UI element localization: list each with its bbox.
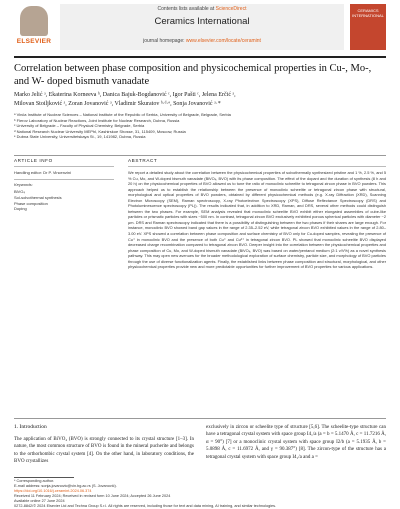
copyright: 0272-8842/© 2024 Elsevier Ltd and Techna Group S.r.l. All rights are reserved, including those for text and data mining, AI training, and similar technologies. [14, 504, 277, 508]
header-rule [14, 56, 386, 58]
abstract-heading: ABSTRACT [128, 158, 158, 163]
affiliations [14, 112, 386, 140]
affiliation: ᵇ Flerov Laboratory of Nuclear Reactions, Joint Institute for Nuclear Research, Dubna, Russia [14, 117, 180, 123]
divider [14, 155, 386, 156]
homepage-line: journal homepage: www.elsevier.com/locate/ceramint [143, 38, 261, 44]
introduction-left-column: The application of BiVO₄ (BVO) is strongly connected to its crystal structure [1–3]. In nature, the most common structure of BVO is found in the mineral pucherite and belongs to the orthorhombic crystal system [4]. On the other hand, in laboratory conditions, the BVO crystallizes [14, 437, 194, 465]
authors-line-2[interactable]: Milovan Stoiljković ᵃ, Zoran Jovanović ᵃ, Vladimir Skuratov ᵇ·ᵈ·ᵉ, Sonja Jovanović ᵃ·* [14, 101, 221, 107]
handling-editor: Handling editor: Dr P. Vincenzini [14, 170, 71, 175]
elsevier-logo[interactable] [14, 4, 54, 50]
journal-cover-thumbnail[interactable] [350, 4, 386, 50]
affiliation: ᵉ Dubna State University, Universitetskaya St., 19, 141982, Dubna, Russia [14, 134, 146, 140]
homepage-link[interactable]: www.elsevier.com/locate/ceramint [185, 38, 261, 44]
sciencedirect-link[interactable]: ScienceDirect [215, 6, 247, 12]
article-info-heading: ARTICLE INFO [14, 158, 53, 163]
divider [128, 166, 386, 167]
introduction-heading: 1. Introduction [14, 424, 47, 430]
keyword: Sol-solvothermal synthesis [14, 194, 62, 200]
keyword: Doping [14, 206, 27, 212]
author-list [14, 91, 386, 109]
doi-link[interactable]: https://doi.org/10.1016/j.ceramint.2024.06.374 [14, 489, 92, 493]
journal-title[interactable]: Ceramics International [154, 16, 250, 27]
affiliation: ᵃ Vinča Institute of Nuclear Sciences – National Institute of the Republic of Serbia, University of Belgrade, Belgrade, Serbia [14, 112, 231, 117]
affiliation: ᵈ National Research Nuclear University MEPhI, Kashirskoe Shosse, 31, 115409, Moscow, Russia [14, 128, 186, 134]
keyword: Phase composition [14, 200, 48, 206]
available-online: Available online 27 June 2024 [14, 499, 65, 503]
footnotes [14, 479, 386, 509]
keywords-heading: Keywords: [14, 182, 33, 187]
introduction-right-column: exclusively in zircon or scheelite type of structure [5,6]. The scheelite-type structure can have a tetragonal crystal system with space group I4₁/a (a = b = 5.1470 Å, c = 11.7216 Å, α = 90°) [7] or a monoclinic crystal system with space group I2/b (a = 5.1935 Å, b = 5.0898 Å, c = 11.6972 Å, and γ = 90.387°) [8]. The zircon-type of the structure has a tetragonal crystal system with space group I4₁/a and a = [206, 425, 386, 460]
footnote-rule [14, 477, 74, 478]
journal-header [14, 4, 386, 54]
cover-text: CERAMICS INTERNATIONAL [352, 8, 384, 18]
authors-line-1[interactable]: Marko Jelić ᵃ, Ekaterina Korneeva ᵇ, Danica Bajuk-Bogdanović ᶜ, Igor Pašti ᶜ, Jelena Erčić ᵃ, [14, 92, 236, 98]
publisher-logo-text: ELSEVIER [16, 38, 52, 45]
received-dates: Received 11 February 2024; Received in revised form 10 June 2024; Accepted 26 June 2024 [14, 494, 171, 498]
divider [14, 418, 386, 419]
divider [14, 179, 114, 180]
affiliation: ᶜ University of Belgrade – Faculty of Physical Chemistry, Belgrade, Serbia [14, 123, 145, 129]
divider [14, 166, 114, 167]
tree-icon [20, 6, 48, 36]
article-title: Correlation between phase composition and physicochemical properties in Cu-, Mo-, and W- doped bismuth vanadate [14, 63, 372, 87]
corresponding-author-note: * Corresponding author. [14, 479, 55, 483]
keyword-list [14, 189, 114, 212]
journal-banner [60, 4, 344, 50]
email-address[interactable]: E-mail address: sonja.jovanovic@vin.bg.ac.rs (S. Jovanović). [14, 484, 117, 488]
abstract-text: We report a detailed study about the correlation between the physicochemical properties of solvothermally synthesized pristine and 1 %, 2.5 %, and 5 % Cu, Mo, and W-doped bismuth vanadate (BiVO₄, BVO) with its phase composition. The effect of the dopant and the duration of synthesis (8 h and 20 h) on the physicochemical properties of BVO allowed us to tune the ratio of monoclinic scheelite to tetragonal zircon phase in BVO powders. This approach helped us to establish the relationship between the presence of monoclinic scheelite or tetragonal zircon phase with structural, morphological and optical properties of BVO powders, obtained by different physicochemical methods (e.g. X-ray Diffraction (XRD), Scanning Electron Microscopy (SEM), Raman spectroscopy, X-ray Photoelectron Spectroscopy (XPS), Diffuse Reflectance Spectroscopy (DRS) and Photoluminescence spectroscopy (PL)). The results indicated that, in addition to XRD, Raman, and DRS, several other methods could distinguish between the two phases. For example, SEM analysis revealed that monoclinic scheelite BVO exhibit either elongated assemblies of cube-like particles or prismatic particles with sizes ~500 nm. In contrast, tetragonal zircon BVO exclusively exhibited porous spherical particles with diameter ~2 μm. DRS and Raman spectroscopy indicated that there is a possibility of distinguishing between the two phases if their shares are large enough. For instance, monoclinic BVO showed band gap values in the range of 2.35–2.52 eV, while tetragonal zircon BVO exhibited values in the range of 2.80–3.00 eV. XPS showed a correlation between phase composition and surface chemistry of BVO only for Cu-doped samples, revealing the presence of Cu⁺ in monoclinic BVO and the presence of both Cu⁺ and Cu²⁺ in tetragonal zircon BVO. PL showed that monoclinic scheelite BVO displayed decreased charge recombination compared to tetragonal zircon BVO. Deeper insight into the correlation between the physicochemical properties and phase composition of Cu, Mo, and W-doped bismuth vanadate (BiVO₄, BVO) was based on water/pentanol medium (2:1 v/V%) as a novel synthesis pathway. This may open new avenues for the broader methodological exploration of surface chemistry, particle size, and morphology of BVO particles through the use of diverse functionalization agents. Finally, the established links between phase composition and structural, morphological, and other physicochemical properties provide new and more predictable opportunities for further improvement of BVO properties for various applications. [128, 170, 386, 270]
contents-line: Contents lists available at ScienceDirect [157, 6, 247, 12]
keyword: BiVO₄ [14, 189, 25, 194]
